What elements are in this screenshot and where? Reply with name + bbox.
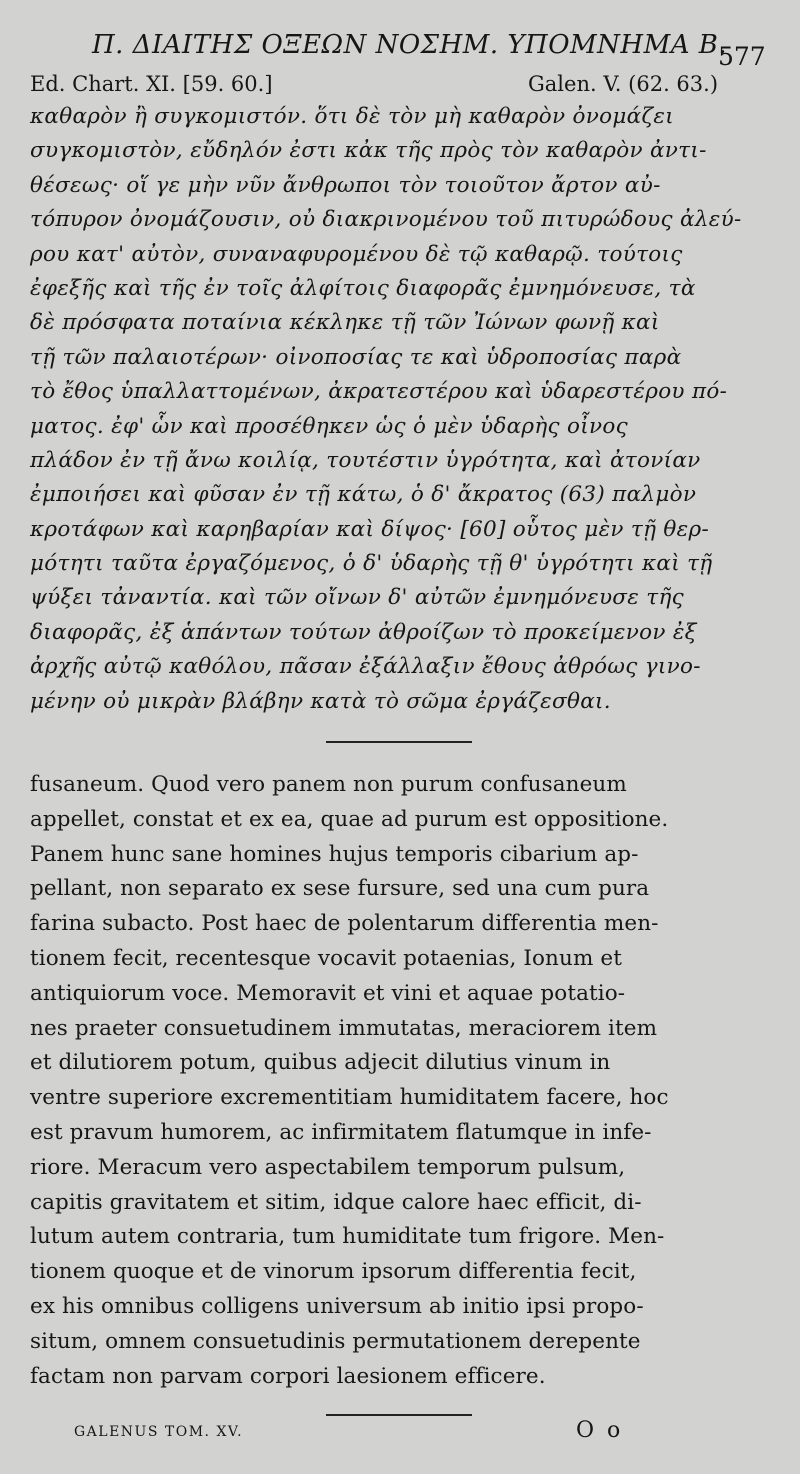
- page-number: 577: [718, 42, 766, 71]
- latin-text-line: lutum autem contraria, tum humiditate tum frigore. Men-: [30, 1224, 665, 1250]
- section-divider-rule: [326, 741, 472, 743]
- page-footer: [0, 1418, 800, 1458]
- greek-text-line: ψύξει τἀναντία. καὶ τῶν οἴνων δ' αὐτῶν ἐμνημόνευσε τῆς: [30, 585, 684, 611]
- greek-text-line: κροτάφων καὶ καρηβαρίαν καὶ δίψος· [60] οὗτος μὲν τῇ θερ-: [30, 516, 710, 542]
- printer-signature: GALENUS TOM. XV.: [74, 1424, 244, 1440]
- greek-text-line: θέσεως· οἵ γε μὴν νῦν ἄνθρωποι τὸν τοιοῦτον ἄρτον αὐ-: [30, 172, 661, 198]
- latin-text-line: est pravum humorem, ac infirmitatem flatumque in infe-: [30, 1119, 652, 1145]
- greek-text-line: συγκομιστὸν, εὔδηλόν ἐστι κἀκ τῆς πρὸς τὸν καθαρὸν ἀντι-: [30, 138, 707, 164]
- latin-text-line: antiquiorum voce. Memoravit et vini et aquae potatio-: [30, 980, 626, 1006]
- greek-text-line: μένην οὐ μικρὰν βλάβην κατὰ τὸ σῶμα ἐργάζεσθαι.: [30, 688, 611, 714]
- footer-divider-rule: [326, 1414, 472, 1416]
- latin-text-line: appellet, constat et ex ea, quae ad purum est oppositione.: [30, 806, 669, 832]
- greek-text-line: ἀρχῆς αὐτῷ καθόλου, πᾶσαν ἐξάλλαξιν ἔθους ἀθρόως γινο-: [30, 654, 701, 680]
- greek-text-line: τὸ ἔθος ὑπαλλαττομένων, ἀκρατεστέρου καὶ ὑδαρεστέρου πό-: [30, 379, 728, 405]
- greek-text-line: τῇ τῶν παλαιοτέρων· οἰνοποσίας τε καὶ ὑδροποσίας παρὰ: [30, 344, 682, 370]
- running-title: Π. ΔΙΑΙΤΗΣ ΟΞΕΩΝ ΝΟΣΗΜ. ΥΠΟΜΝΗΜΑ Β.: [92, 30, 728, 60]
- latin-text-line: ex his omnibus colligens universum ab initio ipsi propo-: [30, 1293, 644, 1319]
- latin-text-block: [30, 768, 775, 1394]
- latin-text-line: situm, omnem consuetudinis permutationem derepente: [30, 1328, 641, 1354]
- latin-text-line: fusaneum. Quod vero panem non purum confusaneum: [30, 772, 627, 797]
- latin-text-line: farina subacto. Post haec de polentarum differentia men-: [30, 911, 659, 937]
- greek-text-block: [30, 100, 770, 719]
- latin-text-line: et dilutiorem potum, quibus adjecit dilutius vinum in: [30, 1050, 611, 1076]
- latin-text-line: capitis gravitatem et sitim, idque calore haec efficit, di-: [30, 1189, 642, 1215]
- latin-text-line: nes praeter consuetudinem immutatas, meraciorem item: [30, 1015, 658, 1041]
- latin-text-line: tionem quoque et de vinorum ipsorum differentia fecit,: [30, 1259, 637, 1285]
- greek-text-line: μότητι ταῦτα ἐργαζόμενος, ὁ δ' ὑδαρὴς τῇ θ' ὑγρότητι καὶ τῇ: [30, 551, 713, 577]
- latin-text-line: pellant, non separato ex sese fursure, sed una cum pura: [30, 876, 650, 902]
- greek-text-line: τόπυρον ὀνομάζουσιν, οὐ διακρινομένου τοῦ πιτυρώδους ἀλεύ-: [30, 207, 742, 233]
- greek-text-line: ρου κατ' αὐτὸν, συναναφυρομένου δὲ τῷ καθαρῷ. τούτοις: [30, 241, 683, 267]
- latin-text-line: ventre superiore excrementitiam humiditatem facere, hoc: [30, 1085, 669, 1111]
- edition-reference-chartier: Ed. Chart. XI. [59. 60.]: [30, 72, 273, 96]
- running-head: [0, 24, 800, 74]
- greek-text-line: ματος. ἐφ' ὧν καὶ προσέθηκεν ὡς ὁ μὲν ὑδαρὴς οἶνος: [30, 413, 628, 439]
- gathering-mark: O o: [576, 1418, 624, 1443]
- greek-text-line: πλάδον ἐν τῇ ἄνω κοιλίᾳ, τουτέστιν ὑγρότητα, καὶ ἀτονίαν: [30, 447, 701, 473]
- latin-text-line: tionem fecit, recentesque vocavit potaenias, Ionum et: [30, 945, 622, 971]
- greek-text-line: ἐφεξῆς καὶ τῆς ἐν τοῖς ἀλφίτοις διαφορᾶς ἐμνημόνευσε, τὰ: [30, 275, 696, 301]
- latin-text-line: factam non parvam corpori laesionem efficere.: [30, 1363, 546, 1389]
- greek-text-line: δὲ πρόσφατα ποταίνια κέκληκε τῇ τῶν Ἰώνων φωνῇ καὶ: [30, 310, 660, 336]
- greek-text-line: διαφορᾶς, ἐξ ἁπάντων τούτων ἀθροίζων τὸ προκείμενον ἐξ: [30, 619, 697, 645]
- greek-text-line: καθαρὸν ἢ συγκομιστόν. ὅτι δὲ τὸν μὴ καθαρὸν ὀνομάζει: [30, 104, 674, 129]
- latin-text-line: riore. Meracum vero aspectabilem temporum pulsum,: [30, 1154, 626, 1180]
- latin-text-line: Panem hunc sane homines hujus temporis cibarium ap-: [30, 841, 639, 867]
- edition-reference-galen: Galen. V. (62. 63.): [528, 72, 719, 96]
- greek-text-line: ἐμποιήσει καὶ φῦσαν ἐν τῇ κάτω, ὁ δ' ἄκρατος (63) παλμὸν: [30, 482, 697, 508]
